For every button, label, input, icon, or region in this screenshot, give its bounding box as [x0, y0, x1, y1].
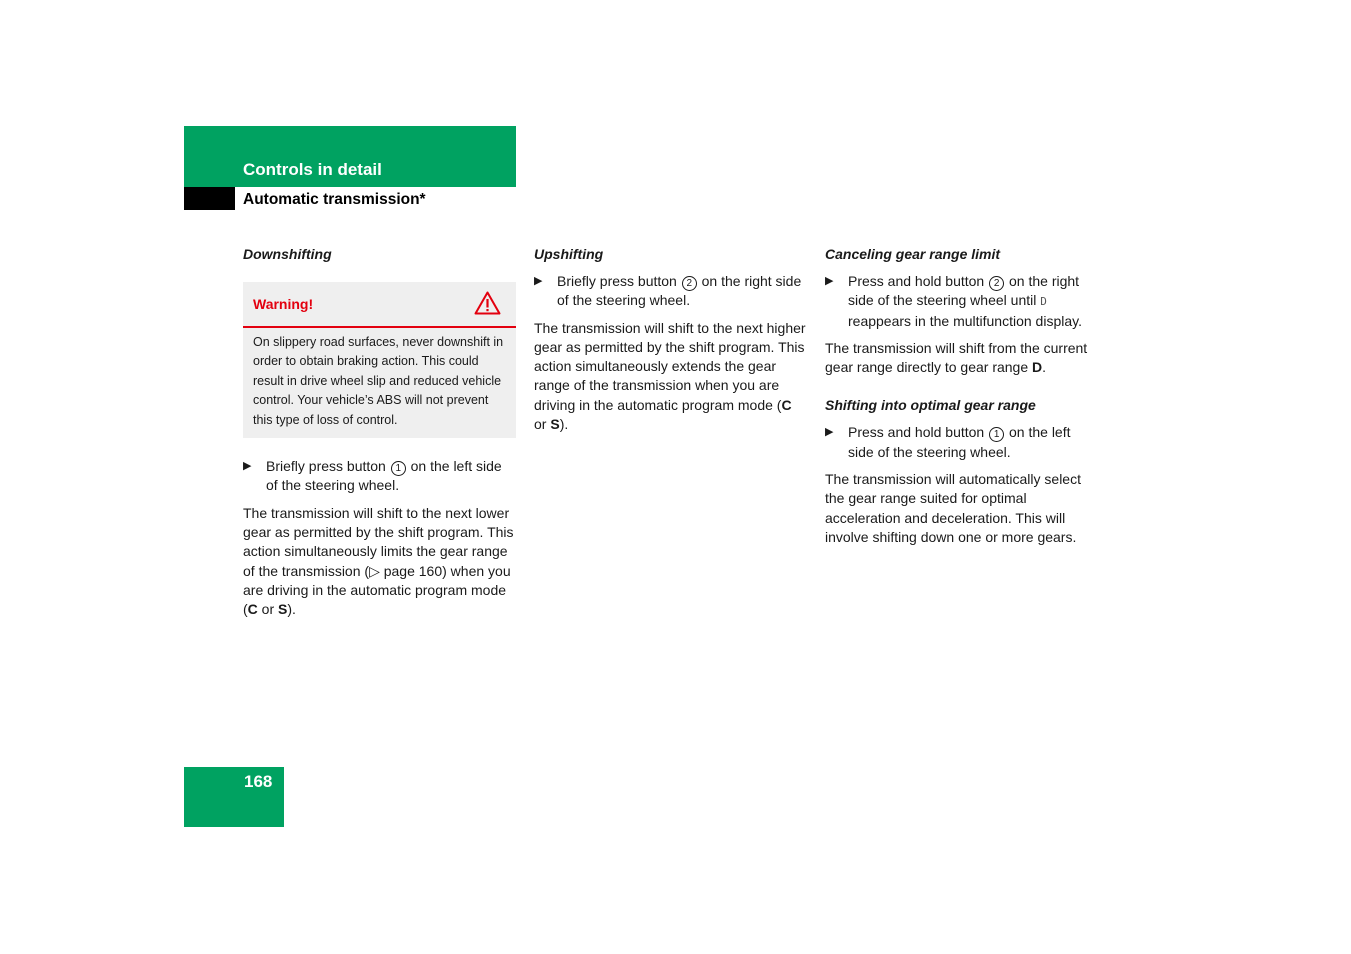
warning-header: [243, 282, 516, 328]
page-reference[interactable]: ▷ page 160: [369, 562, 443, 579]
button-number-badge: 1: [989, 427, 1004, 442]
column-upshifting: [534, 244, 807, 442]
text-segment: or: [257, 601, 279, 618]
text-segment: The transmission will shift to the next lower gear as permitted by the shift program. This action simultaneously limits the gear range of the transmission (: [243, 504, 514, 579]
step-arrow-icon: ▶: [534, 275, 543, 287]
text-segment: The transmission will shift from the current gear range directly to gear range: [825, 339, 1088, 376]
text-segment: ) when you are driving in the automatic program mode (: [243, 562, 511, 618]
text-segment: The transmission will shift to the next higher gear as permitted by the shift program. This action simultaneously extends the gear range of the transmission when you are driving in the automatic program mode (: [534, 319, 806, 413]
section-tab-marker: [184, 187, 235, 210]
text-segment: or: [534, 416, 551, 433]
step-text-after: on the left side of the steering wheel.: [266, 458, 502, 494]
step-optimal-gear: [825, 423, 1100, 462]
step-text-after: reappears in the multifunction display.: [848, 312, 1082, 329]
step-text-before: Briefly press button: [266, 458, 390, 475]
gear-d: D: [1032, 359, 1043, 376]
page-number: 168: [244, 772, 273, 791]
heading-downshifting: Downshifting: [243, 246, 332, 262]
warning-label: Warning!: [253, 296, 314, 312]
section-title: Controls in detail: [243, 160, 382, 179]
text-segment: .: [1042, 359, 1047, 376]
heading-optimal-gear: Shifting into optimal gear range: [825, 397, 1036, 414]
step-text-mid: on the right side of the steering wheel until: [848, 273, 1080, 309]
mode-c: C: [781, 396, 792, 413]
button-number-badge: 1: [391, 461, 406, 476]
text-segment: ).: [287, 601, 296, 618]
heading-upshifting: Upshifting: [534, 246, 604, 262]
warning-box: [243, 282, 516, 438]
optimal-gear-description: The transmission will automatically select the gear range suited for optimal acceleration and deceleration. This will involve shifting down one or more gears.: [825, 471, 1081, 545]
step-text-before: Press and hold button: [848, 273, 989, 289]
mode-c: C: [247, 601, 258, 618]
warning-text: On slippery road surfaces, never downshift in order to obtain braking action. This could result in drive wheel slip and reduced vehicle control. Your vehicle’s ABS will not prevent this type of loss of control.: [253, 335, 504, 427]
heading-canceling-limit: Canceling gear range limit: [825, 246, 1001, 262]
button-number-badge: 2: [682, 276, 697, 291]
downshift-description: [243, 504, 516, 620]
step-upshift: [534, 272, 807, 311]
step-text-after: on the right side of the steering wheel.: [557, 273, 802, 309]
step-arrow-icon: ▶: [825, 426, 834, 439]
step-text-after: on the left side of the steering wheel.: [848, 424, 1071, 460]
step-arrow-icon: ▶: [243, 460, 252, 473]
step-text-before: Press and hold button: [848, 424, 989, 441]
column-downshifting: [243, 244, 516, 627]
button-number-badge: 2: [989, 276, 1004, 291]
column-gear-range: [825, 244, 1100, 555]
display-indicator-d: D: [1040, 295, 1047, 309]
mode-s: S: [550, 416, 560, 433]
text-segment: ).: [559, 416, 569, 433]
subsection-title: Automatic transmission*: [243, 191, 426, 208]
step-text-before: Briefly press button: [557, 273, 681, 289]
mode-s: S: [278, 601, 288, 618]
step-cancel-limit: [825, 272, 1100, 331]
warning-triangle-icon: [474, 291, 501, 315]
step-arrow-icon: ▶: [825, 275, 834, 287]
step-downshift: [243, 457, 516, 496]
upshift-description: [534, 319, 807, 435]
cancel-limit-description: [825, 339, 1100, 378]
